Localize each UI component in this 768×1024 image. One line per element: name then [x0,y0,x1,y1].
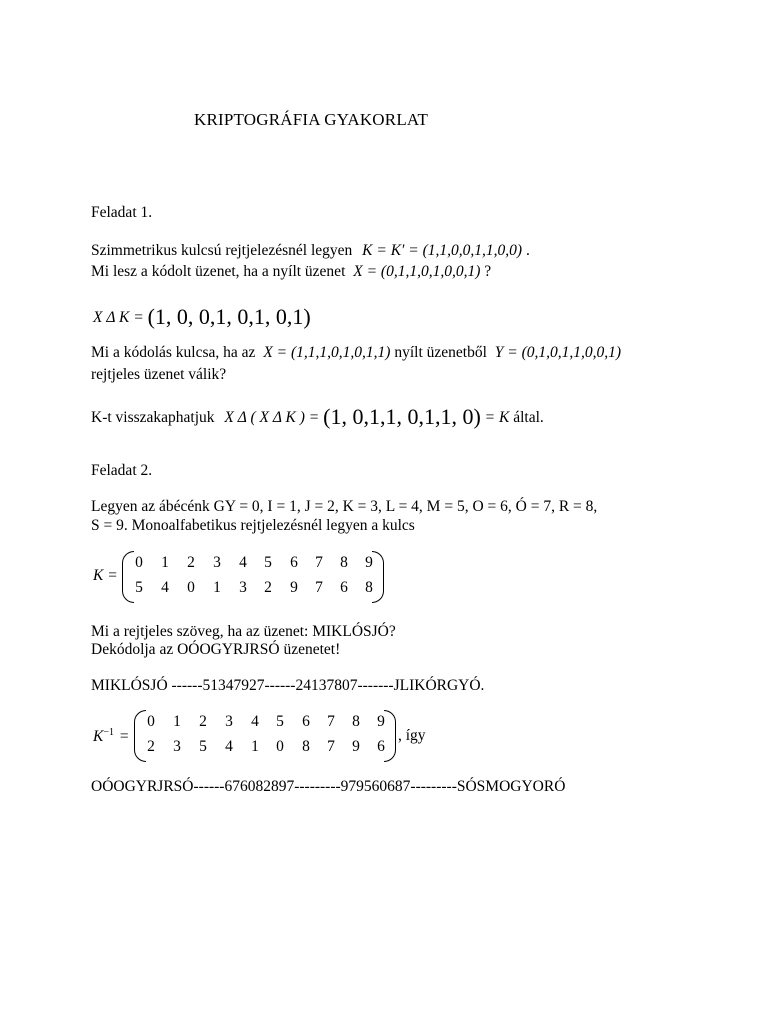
key-top-cell: 6 [290,554,298,571]
key-matrix-bottom-row [122,579,384,603]
key-top-cell: 9 [365,554,373,571]
task1-answer [91,402,544,428]
inverse-top-cell: 4 [251,713,259,730]
inverse-top-cell: 7 [327,713,335,730]
key-bottom-cell: 8 [365,579,373,596]
task1-result-lhs: X Δ K = [93,309,144,326]
inverse-top-cell: 8 [352,713,360,730]
key-top-cell: 0 [135,554,143,571]
inverse-top-cell: 9 [377,713,385,730]
inverse-key-matrix [134,710,396,762]
task1-result [93,302,311,328]
key-bottom-cell: 1 [213,579,221,596]
task1-result-rhs: (1, 0, 0,1, 0,1, 0,1) [147,304,311,329]
task1-line2 [91,263,491,281]
key-top-cell: 7 [315,554,323,571]
task1-answer-text: K-t visszakaphatjuk [91,409,215,426]
key-top-cell: 4 [239,554,247,571]
key-top-cell: 3 [213,554,221,571]
inverse-bottom-cell: 6 [377,738,385,755]
key-bottom-cell: 4 [161,579,169,596]
inverse-bottom-cell: 2 [147,738,155,755]
task2-question1: Mi a rejtjeles szöveg, ha az üzenet: MIKLÓSJÓ? [91,623,396,640]
inverse-top-cell: 5 [276,713,284,730]
key-bottom-cell: 2 [264,579,272,596]
task1-q2-text2: nyílt üzenetből [394,344,487,361]
inverse-suffix: , így [398,727,426,744]
key-label: K = [93,567,118,584]
inverse-top-cell: 0 [147,713,155,730]
inverse-key-label-sup: −1 [103,727,114,738]
task1-line1-text: Szimmetrikus kulcsú rejtjelezésnél legyen [91,242,353,259]
decode-line: OÓOGYRJRSÓ------676082897---------979560687---------SÓSMOGYORÓ [91,778,566,795]
task1-line2-text: Mi lesz a kódolt üzenet, ha a nyílt üzenet [91,263,346,280]
task1-line2-math: X = (0,1,1,0,1,0,0,1) [353,263,481,280]
task1-q2-math1: X = (1,1,1,0,1,0,1,1) [263,344,391,361]
inverse-bottom-cell: 7 [327,738,335,755]
task1-q2-math2: Y = (0,1,0,1,1,0,0,1) [494,344,622,361]
key-matrix-top-row [122,554,384,578]
encode-line: MIKLÓSJÓ ------51347927------24137807-------JLIKÓRGYÓ. [91,677,485,694]
page-title: KRIPTOGRÁFIA GYAKORLAT [194,110,429,129]
key-bottom-cell: 0 [187,579,195,596]
inverse-top-cell: 6 [302,713,310,730]
task1-line1-end: . [525,242,530,259]
task1-answer-math2: (1, 0,1,1, 0,1,1, 0) [323,404,481,429]
key-bottom-cell: 7 [315,579,323,596]
task1-answer-math3: = K [484,409,510,426]
inverse-bottom-cell: 0 [276,738,284,755]
key-top-cell: 2 [187,554,195,571]
inverse-key-label-base: K [93,728,104,746]
inverse-key-label-eq: = [119,728,129,746]
inverse-matrix-top-row [134,713,396,737]
key-bottom-cell: 6 [340,579,348,596]
task1-line2-end: ? [484,263,492,280]
inverse-bottom-cell: 1 [251,738,259,755]
inverse-bottom-cell: 8 [302,738,310,755]
inverse-bottom-cell: 3 [173,738,181,755]
key-bottom-cell: 9 [290,579,298,596]
inverse-bottom-cell: 5 [199,738,207,755]
task1-line1 [91,242,530,260]
task2-line1: Legyen az ábécénk GY = 0, I = 1, J = 2, K = 3, L = 4, M = 5, O = 6, Ó = 7, R = 8, [91,498,598,515]
task2-question2: Dekódolja az OÓOGYRJRSÓ üzenetet! [91,641,341,658]
inverse-top-cell: 2 [199,713,207,730]
task1-heading: Feladat 1. [91,204,153,221]
key-top-cell: 1 [161,554,169,571]
key-matrix [122,551,384,603]
inverse-bottom-cell: 4 [225,738,233,755]
inverse-bottom-cell: 9 [352,738,360,755]
key-bottom-cell: 5 [135,579,143,596]
task2-heading: Feladat 2. [91,462,153,479]
key-top-cell: 5 [264,554,272,571]
inverse-top-cell: 1 [173,713,181,730]
task1-answer-end: által. [513,409,544,426]
inverse-matrix-bottom-row [134,738,396,762]
task1-q2-line2: rejtjeles üzenet válik? [91,366,227,383]
task1-question2 [91,344,621,362]
key-top-cell: 8 [340,554,348,571]
task1-line1-math: K = K′ = (1,1,0,0,1,1,0,0) [362,242,523,259]
task2-line2: S = 9. Monoalfabetikus rejtjelezésnél legyen a kulcs [91,517,415,534]
task1-q2-text1: Mi a kódolás kulcsa, ha az [91,344,256,361]
inverse-key-label [93,727,129,746]
key-bottom-cell: 3 [239,579,247,596]
task1-answer-math1: X Δ ( X Δ K ) = [224,409,320,426]
inverse-top-cell: 3 [225,713,233,730]
